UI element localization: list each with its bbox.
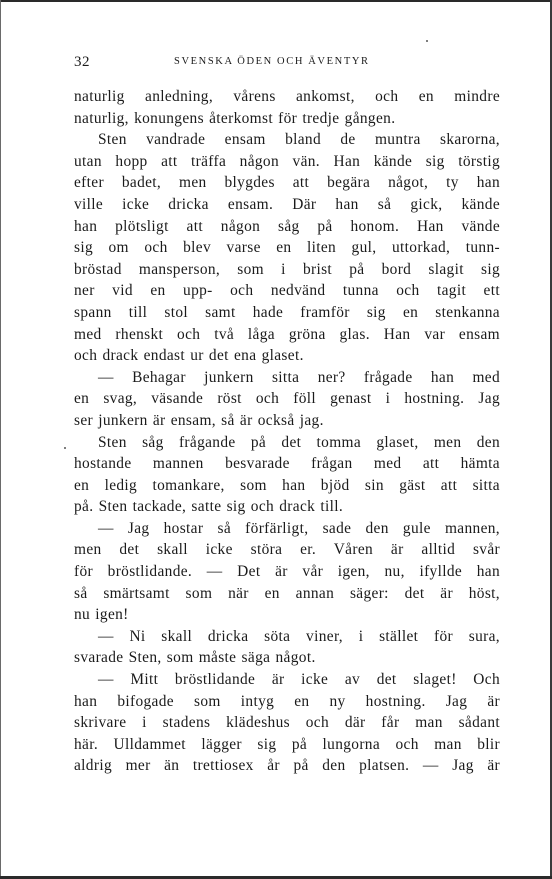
text-line: — Ni skall dricka söta viner, i stället för sura, <box>98 627 500 645</box>
text-line: Sten såg frågande på det tomma glaset, men den <box>98 433 500 451</box>
text-line: naturlig, konungens återkomst för tredje gången. <box>74 109 396 127</box>
text-line: spann till stol samt hade framför sig en stenkanna <box>74 303 500 321</box>
scan-edge-top <box>0 0 552 2</box>
text-line: skrivare i stadens klädeshus och där får man sådant <box>74 714 500 732</box>
text-line: ville icke dricka ensam. Där han så gick, kände <box>74 195 500 213</box>
text-line: han plötsligt att någon såg på honom. Han vände <box>74 217 500 235</box>
text-line: ner vid en upp- och nedvänd tunna och tagit ett <box>74 282 500 300</box>
text-line: svarade Sten, som måste säga något. <box>74 649 316 667</box>
text-line: aldrig mer än trettiosex år på den platsen. — Jag är <box>74 757 500 775</box>
text-line: på. Sten tackade, satte sig och drack till. <box>74 498 344 516</box>
text-line: här. Ulldammet lägger sig på lungorna och man blir <box>74 735 500 753</box>
text-line: utan hopp att träffa någon vän. Han kände sig törstig <box>74 152 500 170</box>
text-line: en ledig tomankare, som han bjöd sin gäst att sitta <box>74 476 500 494</box>
text-line: så smärtsamt som när en annan säger: det är höst, <box>74 584 500 602</box>
page-number: 32 <box>74 54 90 70</box>
text-line: men det skall icke störa er. Våren är alltid svår <box>74 541 500 559</box>
text-line: — Behagar junkern sitta ner? frågade han med <box>98 368 500 386</box>
text-line: sig om och blev varse en liten gul, uttorkad, tunn- <box>74 239 500 257</box>
text-line: en svag, väsande röst och föll genast i hostning. Jag <box>74 390 500 408</box>
text-line: med rhenskt och två låga gröna glas. Han var ensam <box>74 325 500 343</box>
text-line: ser junkern är ensam, så är också jag. <box>74 411 324 429</box>
text-line: efter badet, men blygdes att begära något, ty han <box>74 174 500 192</box>
text-line: naturlig anledning, vårens ankomst, och en mindre <box>74 88 500 105</box>
body-text <box>74 86 500 777</box>
scan-speck <box>64 447 66 449</box>
scan-edge-left <box>0 0 1 879</box>
text-line: — Jag hostar så förfärligt, sade den gule mannen, <box>98 519 500 537</box>
text-line: bröstad mansperson, som i brist på bord slagit sig <box>74 260 500 278</box>
page-header <box>74 53 500 71</box>
text-line: och drack endast ur det ena glaset. <box>74 347 304 365</box>
text-line: nu igen! <box>74 606 129 624</box>
running-title: SVENSKA ÖDEN OCH ÄVENTYR <box>174 56 370 67</box>
text-line: Sten vandrade ensam bland de muntra skarorna, <box>98 131 500 149</box>
text-line: för bröstlidande. — Det är vår igen, nu, ifyllde han <box>74 563 500 581</box>
text-line: han bifogade som intyg en ny hostning. Jag är <box>74 692 500 710</box>
text-line: hostande mannen besvarade frågan med att hämta <box>74 455 500 473</box>
scan-speck <box>426 40 428 42</box>
text-line: — Mitt bröstlidande är icke av det slaget! Och <box>98 671 500 689</box>
